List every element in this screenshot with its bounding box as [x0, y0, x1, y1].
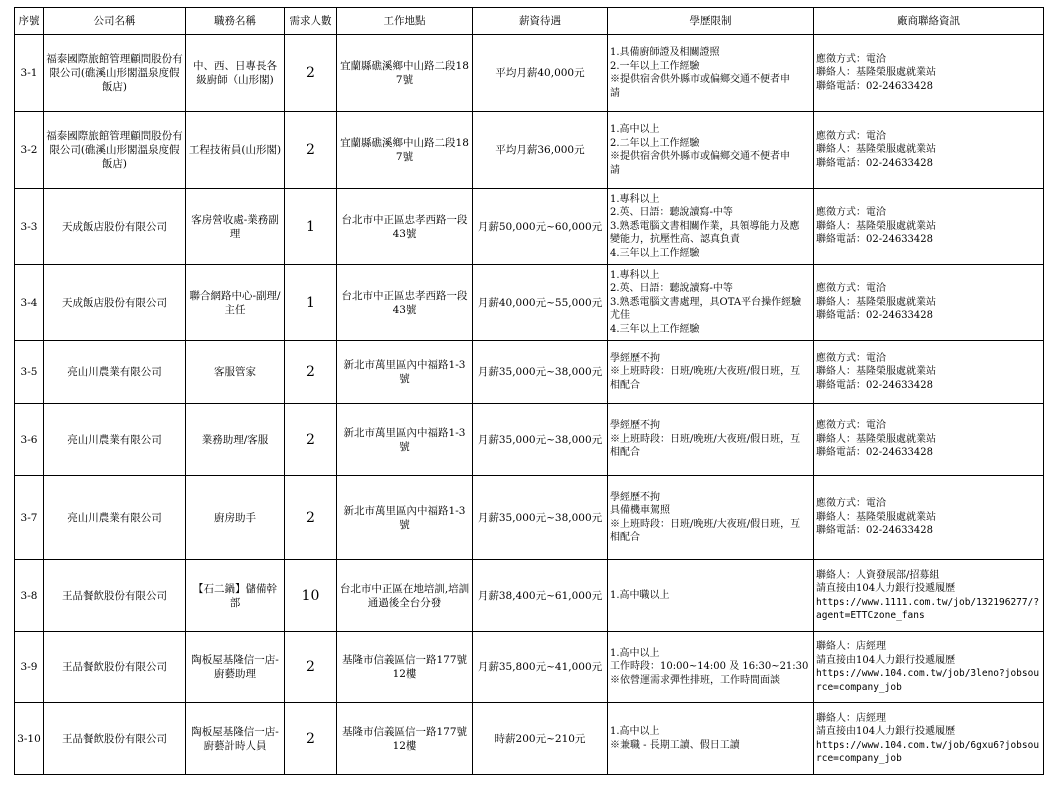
requirement-line: 工作時段：10:00~14:00 及 16:30~21:30: [610, 661, 809, 673]
contact-info: [814, 404, 1044, 476]
contact-line: 聯絡人：基隆榮服處就業站: [816, 296, 936, 308]
headcount: 2: [285, 35, 337, 112]
requirement-line: 學經歷不拘: [610, 352, 660, 364]
company-name: 天成飯店股份有限公司: [44, 189, 186, 265]
contact-line: 應徵方式：電洽: [816, 53, 886, 65]
requirement-line: 尤佳: [610, 310, 630, 322]
salary: 平均月薪36,000元: [473, 112, 608, 189]
company-name: 福泰國際旅館管理顧問股份有限公司(礁溪山形閣溫泉度假飯店): [44, 35, 186, 112]
header-count: 需求人數: [285, 8, 337, 35]
salary: 月薪35,000元~38,000元: [473, 476, 608, 560]
contact-line: 聯絡人：基隆榮服處就業站: [816, 366, 936, 378]
company-name: 天成飯店股份有限公司: [44, 265, 186, 341]
contact-info: [814, 265, 1044, 341]
row-number: 3-6: [15, 404, 44, 476]
contact-info: [814, 560, 1044, 632]
contact-line: 聯絡人：基隆榮服處就業站: [816, 67, 936, 79]
company-name: 王品餐飲股份有限公司: [44, 703, 186, 775]
contact-line: 請直接由104人力銀行投遞履歷: [816, 654, 956, 666]
table-row: [15, 632, 1044, 703]
company-name: 王品餐飲股份有限公司: [44, 560, 186, 632]
work-location: 台北市中正區忠孝西路一段43號: [337, 265, 473, 341]
requirements: [608, 265, 814, 341]
header-row: [15, 8, 1044, 35]
position-name: 廚房助手: [186, 476, 285, 560]
table-row: [15, 265, 1044, 341]
work-location: 台北市中正區忠孝西路一段43號: [337, 189, 473, 265]
requirement-line: ※上班時段：日班/晚班/大夜班/假日班，互: [610, 518, 801, 530]
contact-line: 應徵方式：電洽: [816, 130, 886, 142]
job-url[interactable]: https://www.104.com.tw/job/6gxu6?jobsource=company_job: [816, 739, 1040, 764]
headcount: 2: [285, 404, 337, 476]
work-location: 宜蘭縣礁溪鄉中山路二段187號: [337, 112, 473, 189]
company-name: 王品餐飲股份有限公司: [44, 632, 186, 703]
requirement-line: ※兼職 - 長期工讀、假日工讀: [610, 739, 740, 751]
header-requirements: 學歷限制: [608, 8, 814, 35]
requirement-line: 具備機車駕照: [610, 505, 670, 516]
requirements: [608, 703, 814, 775]
row-number: 3-1: [15, 35, 44, 112]
headcount: 10: [285, 560, 337, 632]
requirement-line: 請: [610, 87, 620, 99]
company-name: 亮山川農業有限公司: [44, 341, 186, 404]
requirement-line: 4.三年以上工作經驗: [610, 323, 700, 335]
job-table: [14, 7, 1044, 775]
requirement-line: 相配合: [610, 379, 640, 391]
requirements: [608, 404, 814, 476]
contact-line: 聯絡電話：02-24633428: [816, 157, 934, 169]
position-name: 聯合網路中心-副理/主任: [186, 265, 285, 341]
salary: 月薪35,000元~38,000元: [473, 341, 608, 404]
requirement-line: 1.高中以上: [610, 726, 660, 737]
header-salary: 薪資待遇: [473, 8, 608, 35]
row-number: 3-8: [15, 560, 44, 632]
requirement-line: 2.英、日語：聽說讀寫-中等: [610, 283, 733, 295]
job-url[interactable]: https://www.1111.com.tw/job/132196277/?agent=ETTCzone_fans: [816, 596, 1040, 621]
requirement-line: 1.具備廚師證及相關證照: [610, 47, 720, 58]
table-row: [15, 703, 1044, 775]
job-listing-sheet: [14, 7, 1044, 775]
table-row: [15, 189, 1044, 265]
contact-info: [814, 476, 1044, 560]
work-location: 基隆市信義區信一路177號12樓: [337, 632, 473, 703]
company-name: 亮山川農業有限公司: [44, 476, 186, 560]
headcount: 1: [285, 265, 337, 341]
contact-line: 應徵方式：電洽: [816, 498, 886, 510]
position-name: 客房營收處-業務副理: [186, 189, 285, 265]
table-row: [15, 341, 1044, 404]
requirements: [608, 341, 814, 404]
headcount: 2: [285, 112, 337, 189]
requirement-line: 2.英、日語：聽說讀寫-中等: [610, 207, 733, 219]
contact-line: 請直接由104人力銀行投遞履歷: [816, 726, 956, 737]
contact-info: [814, 341, 1044, 404]
requirement-line: 相配合: [610, 532, 640, 543]
contact-line: 聯絡人：基隆榮服處就業站: [816, 220, 936, 232]
contact-line: 聯絡電話：02-24633428: [816, 80, 934, 92]
table-row: [15, 112, 1044, 189]
job-url[interactable]: https://www.104.com.tw/job/3leno?jobsource=company_job: [816, 668, 1040, 693]
row-number: 3-9: [15, 632, 44, 703]
salary: 月薪40,000元~55,000元: [473, 265, 608, 341]
requirement-line: 4.三年以上工作經驗: [610, 247, 700, 259]
header-contact: 廠商聯絡資訊: [814, 8, 1044, 35]
requirements: [608, 35, 814, 112]
requirement-line: 變能力，抗壓性高、認真負責: [610, 234, 740, 246]
header-location: 工作地點: [337, 8, 473, 35]
position-name: 陶板屋基隆信一店-廚藝計時人員: [186, 703, 285, 775]
header-position: 職務名稱: [186, 8, 285, 35]
headcount: 2: [285, 341, 337, 404]
header-company: 公司名稱: [44, 8, 186, 35]
company-name: 亮山川農業有限公司: [44, 404, 186, 476]
requirements: [608, 560, 814, 632]
headcount: 1: [285, 189, 337, 265]
contact-line: 聯絡電話：02-24633428: [816, 234, 934, 246]
requirements: [608, 112, 814, 189]
requirement-line: ※上班時段：日班/晚班/大夜班/假日班，互: [610, 366, 801, 378]
contact-info: [814, 632, 1044, 703]
contact-info: [814, 189, 1044, 265]
requirement-line: ※上班時段：日班/晚班/大夜班/假日班，互: [610, 433, 801, 445]
salary: 月薪35,000元~38,000元: [473, 404, 608, 476]
contact-line: 聯絡人：人資發展部/招募組: [816, 569, 940, 581]
work-location: 新北市萬里區內中福路1-3號: [337, 476, 473, 560]
salary: 平均月薪40,000元: [473, 35, 608, 112]
row-number: 3-10: [15, 703, 44, 775]
position-name: 中、西、日專長各級廚師（山形閣): [186, 35, 285, 112]
headcount: 2: [285, 703, 337, 775]
requirement-line: ※依營運需求彈性排班，工作時間面談: [610, 674, 780, 686]
contact-line: 聯絡人：基隆榮服處就業站: [816, 144, 936, 156]
requirement-line: ※提供宿舍供外縣市或偏鄉交通不便者申: [610, 151, 790, 162]
row-number: 3-3: [15, 189, 44, 265]
row-number: 3-2: [15, 112, 44, 189]
position-name: 工程技術員(山形閣): [186, 112, 285, 189]
row-number: 3-7: [15, 476, 44, 560]
work-location: 台北市中正區在地培訓,培訓通過後全台分發: [337, 560, 473, 632]
contact-info: [814, 703, 1044, 775]
table-row: [15, 404, 1044, 476]
position-name: 【石二鍋】儲備幹部: [186, 560, 285, 632]
headcount: 2: [285, 632, 337, 703]
contact-line: 應徵方式：電洽: [816, 420, 886, 432]
requirements: [608, 476, 814, 560]
requirement-line: 1.專科以上: [610, 269, 660, 281]
salary: 月薪38,400元~61,000元: [473, 560, 608, 632]
requirement-line: 學經歷不拘: [610, 420, 660, 432]
requirement-line: 請: [610, 164, 620, 176]
position-name: 陶板屋基隆信一店-廚藝助理: [186, 632, 285, 703]
salary: 月薪35,800元~41,000元: [473, 632, 608, 703]
requirement-line: 1.高中以上: [610, 647, 660, 659]
position-name: 業務助理/客服: [186, 404, 285, 476]
headcount: 2: [285, 476, 337, 560]
row-number: 3-5: [15, 341, 44, 404]
contact-line: 聯絡電話：02-24633428: [816, 447, 934, 459]
work-location: 基隆市信義區信一路177號12樓: [337, 703, 473, 775]
salary: 月薪50,000元~60,000元: [473, 189, 608, 265]
contact-info: [814, 35, 1044, 112]
requirement-line: 1.高中以上: [610, 124, 660, 135]
row-number: 3-4: [15, 265, 44, 341]
table-row: [15, 476, 1044, 560]
position-name: 客服管家: [186, 341, 285, 404]
contact-line: 聯絡人：基隆榮服處就業站: [816, 433, 936, 445]
work-location: 新北市萬里區內中福路1-3號: [337, 404, 473, 476]
work-location: 宜蘭縣礁溪鄉中山路二段187號: [337, 35, 473, 112]
work-location: 新北市萬里區內中福路1-3號: [337, 341, 473, 404]
header-no: 序號: [15, 8, 44, 35]
contact-line: 聯絡電話：02-24633428: [816, 379, 934, 391]
requirement-line: 相配合: [610, 447, 640, 459]
requirement-line: 3.熟悉電腦文書相關作業，具領導能力及應: [610, 220, 800, 232]
requirement-line: 3.熟悉電腦文書處理，具OTA平台操作經驗: [610, 296, 802, 308]
contact-info: [814, 112, 1044, 189]
requirements: [608, 189, 814, 265]
contact-line: 應徵方式：電洽: [816, 283, 886, 295]
table-row: [15, 35, 1044, 112]
requirement-line: 學經歷不拘: [610, 491, 660, 503]
contact-line: 聯絡人：店經理: [816, 712, 886, 724]
requirement-line: ※提供宿舍供外縣市或偏鄉交通不便者申: [610, 74, 790, 85]
contact-line: 聯絡人：店經理: [816, 641, 886, 652]
contact-line: 請直接由104人力銀行投遞履歷: [816, 583, 956, 594]
table-row: [15, 560, 1044, 632]
requirement-line: 2.二年以上工作經驗: [610, 137, 700, 149]
contact-line: 應徵方式：電洽: [816, 352, 886, 364]
contact-line: 聯絡人：基隆榮服處就業站: [816, 511, 936, 523]
contact-line: 聯絡電話：02-24633428: [816, 525, 934, 537]
requirement-line: 1.專科以上: [610, 193, 660, 205]
requirement-line: 1.高中職以上: [610, 589, 670, 601]
contact-line: 應徵方式：電洽: [816, 207, 886, 219]
company-name: 福泰國際旅館管理顧問股份有限公司(礁溪山形閣溫泉度假飯店): [44, 112, 186, 189]
salary: 時薪200元~210元: [473, 703, 608, 775]
contact-line: 聯絡電話：02-24633428: [816, 310, 934, 322]
requirements: [608, 632, 814, 703]
requirement-line: 2.一年以上工作經驗: [610, 60, 700, 72]
